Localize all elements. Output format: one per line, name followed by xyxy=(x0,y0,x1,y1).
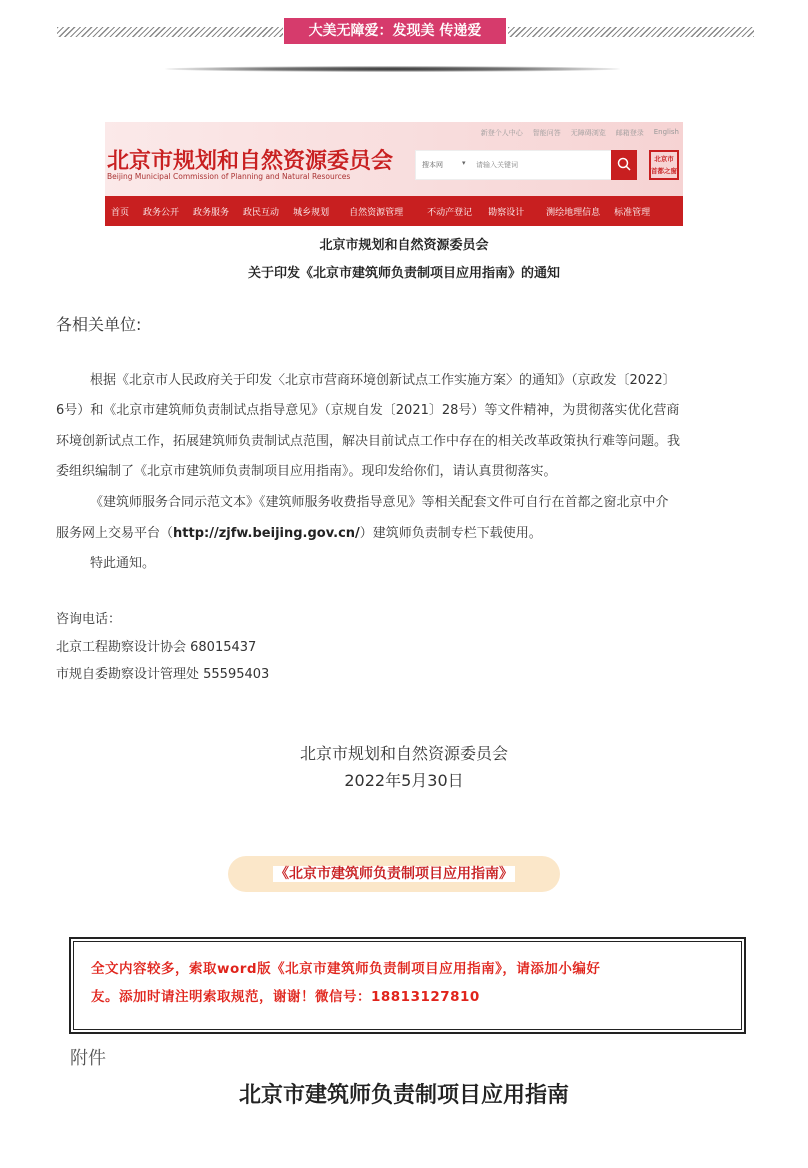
nav-item[interactable]: 城乡规划 xyxy=(293,207,330,218)
para1-line: 委组织编制了《北京市建筑师负责制项目应用指南》。现印发给你们，请认真贯彻落实。 xyxy=(56,464,557,479)
salutation: 各相关单位: xyxy=(56,315,142,334)
contact-line: 北京工程勘察设计协会 68015437 xyxy=(56,640,257,655)
nav-item[interactable]: 测绘地理信息 xyxy=(546,207,601,218)
search-scope[interactable]: 搜本网 xyxy=(422,161,443,169)
search-box[interactable] xyxy=(415,150,615,180)
search-icon xyxy=(617,157,631,171)
para1-line: 环境创新试点工作，拓展建筑师负责制试点范围，解决目前试点工作中存在的相关改革政策执行难等问题。我 xyxy=(56,434,681,449)
sign-date: 2022年5月30日 xyxy=(344,771,464,790)
para1-line: 6号）和《北京市建筑师负责制试点指导意见》（京规自发〔2021〕28号）等文件精神，为贯彻落实优化营商 xyxy=(56,403,680,418)
search-input[interactable]: 请输入关键词 xyxy=(476,161,518,169)
hatch-divider-left xyxy=(57,27,283,37)
capital-window-logo: 北京市 首都之窗 xyxy=(649,150,679,180)
top-link[interactable]: English xyxy=(653,128,679,136)
hatch-divider-right xyxy=(508,27,754,37)
nav-item[interactable]: 自然资源管理 xyxy=(349,207,404,218)
signer: 北京市规划和自然资源委员会 xyxy=(299,744,508,763)
site-title-en: Beijing Municipal Commission of Planning and Natural Resources xyxy=(107,172,351,181)
shadow-divider xyxy=(165,66,620,72)
attachment-title: 北京市建筑师负责制项目应用指南 xyxy=(238,1083,569,1108)
commission-header-image xyxy=(105,122,683,226)
para2-line2: 服务网上交易平台（http://zjfw.beijing.gov.cn/）建筑师负责制专栏下载使用。 xyxy=(56,526,542,541)
header-top-links xyxy=(481,128,679,138)
platform-link[interactable]: http://zjfw.beijing.gov.cn/ xyxy=(173,526,360,541)
nav-item[interactable]: 不动产登记 xyxy=(427,207,473,218)
nav-item[interactable]: 政民互动 xyxy=(243,207,280,218)
slogan-banner: 大美无障爱：发现美 传递爱 xyxy=(284,18,506,44)
para2-line1: 《建筑师服务合同示范文本》《建筑师服务收费指导意见》等相关配套文件可自行在首都之窗北京中介 xyxy=(90,495,669,510)
site-title: 北京市规划和自然资源委员会 xyxy=(107,149,394,174)
nav-item[interactable]: 首页 xyxy=(111,207,130,218)
doc-title-line1: 北京市规划和自然资源委员会 xyxy=(319,238,489,253)
top-link[interactable]: 智能问答 xyxy=(532,129,561,137)
top-link[interactable]: 新登个人中心 xyxy=(480,129,523,137)
caret-down-icon: ▾ xyxy=(462,159,466,167)
nav-item[interactable]: 政务公开 xyxy=(143,207,180,218)
contact-line: 市规自委勘察设计管理处 55595403 xyxy=(56,667,270,682)
notice-box xyxy=(69,937,746,1034)
para3: 特此通知。 xyxy=(90,556,156,571)
nav-item[interactable]: 政务服务 xyxy=(193,207,230,218)
guide-title-pill: 《北京市建筑师负责制项目应用指南》 xyxy=(228,856,560,892)
attachment-label: 附件 xyxy=(70,1048,106,1069)
notice-text: 全文内容较多，索取word版《北京市建筑师负责制项目应用指南》，请添加小编好 友。添加时请注明索取规范，谢谢！微信号：18813127810 xyxy=(91,961,601,1005)
contact-label: 咨询电话： xyxy=(56,612,122,627)
nav-item[interactable]: 勘察设计 xyxy=(488,207,525,218)
main-nav xyxy=(105,196,683,226)
search-button[interactable] xyxy=(611,150,637,180)
nav-item[interactable]: 标准管理 xyxy=(614,207,651,218)
top-link[interactable]: 邮箱登录 xyxy=(615,129,644,137)
doc-title-line2: 关于印发《北京市建筑师负责制项目应用指南》的通知 xyxy=(247,266,560,281)
top-link[interactable]: 无障碍浏览 xyxy=(570,129,606,137)
para1-line: 根据《北京市人民政府关于印发〈北京市营商环境创新试点工作实施方案〉的通知》（京政发〔2022〕 xyxy=(90,373,676,388)
